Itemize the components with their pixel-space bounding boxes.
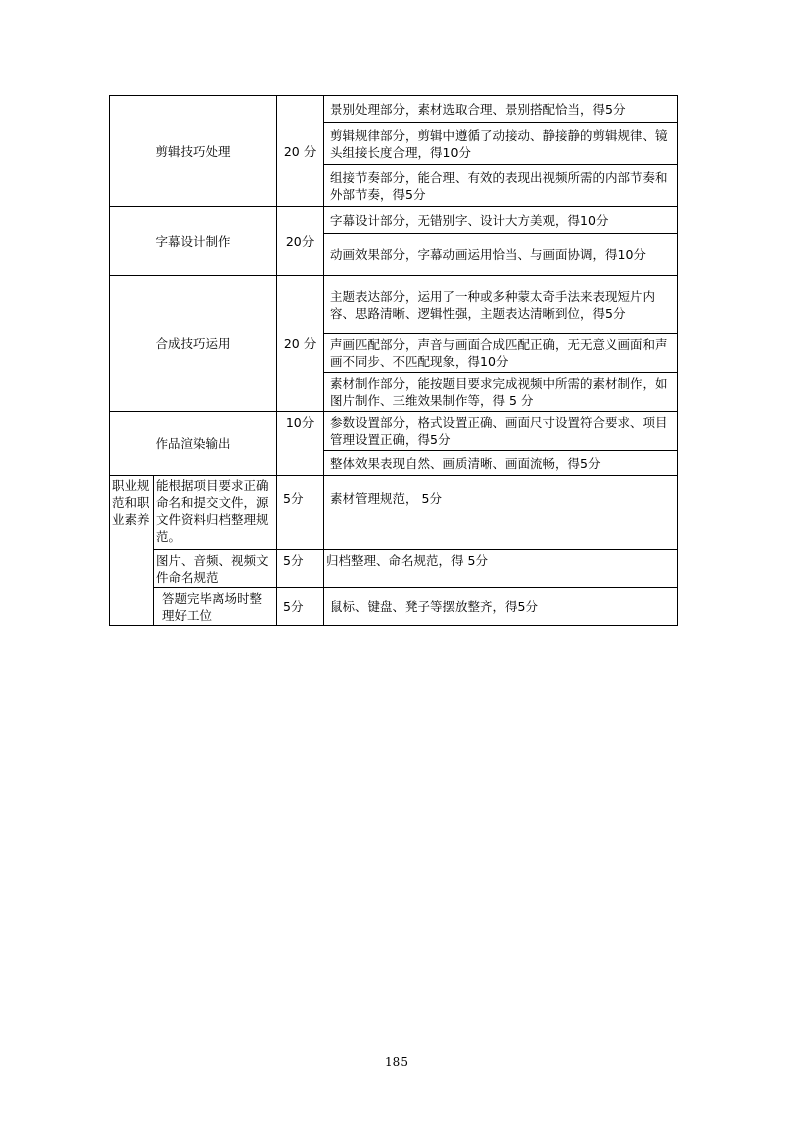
table-row [110,207,678,234]
group-label: 职业规范和职业素养 [110,476,154,626]
scoring-table [109,95,678,626]
item-label: 字幕设计制作 [110,207,277,276]
criteria-cell: 素材制作部分，能按题目要求完成视频中所需的素材制作，如图片制作、三维效果制作等，得 5 分 [324,373,678,412]
item-score: 5分 [277,476,324,550]
criteria-cell: 鼠标、键盘、凳子等摆放整齐，得5分 [324,588,678,626]
table-row [110,412,678,451]
item-label: 图片、音频、视频文件命名规范 [154,550,277,588]
item-label: 能根据项目要求正确命名和提交文件，源文件资料归档整理规范。 [154,476,277,550]
item-label: 答题完毕离场时整理好工位 [154,588,277,626]
criteria-cell: 组接节奏部分，能合理、有效的表现出视频所需的内部节奏和外部节奏，得5分 [324,165,678,207]
item-score: 5分 [277,588,324,626]
item-label: 剪辑技巧处理 [110,96,277,207]
table-row [110,476,678,550]
table-row [110,96,678,123]
table-row [110,588,678,626]
criteria-cell: 归档整理、命名规范，得 5分 [324,550,678,588]
criteria-cell: 素材管理规范， 5分 [324,476,678,550]
criteria-cell: 整体效果表现自然、画质清晰、画面流畅，得5分 [324,451,678,476]
item-label: 作品渲染输出 [110,412,277,476]
page-number: 185 [385,1055,408,1069]
table-row [110,276,678,334]
criteria-cell: 参数设置部分，格式设置正确、画面尺寸设置符合要求、项目管理设置正确，得5分 [324,412,678,451]
criteria-cell: 剪辑规律部分，剪辑中遵循了动接动、静接静的剪辑规律、镜头组接长度合理，得10分 [324,123,678,165]
criteria-cell: 声画匹配部分，声音与画面合成匹配正确，无无意义画面和声画不同步、不匹配现象，得10分 [324,334,678,373]
item-label: 合成技巧运用 [110,276,277,412]
criteria-cell: 字幕设计部分，无错别字、设计大方美观，得10分 [324,207,678,234]
item-score: 20分 [277,207,324,276]
table-row [110,550,678,588]
item-score: 20 分 [277,276,324,412]
item-score: 20 分 [277,96,324,207]
item-score: 5分 [277,550,324,588]
criteria-cell: 主题表达部分，运用了一种或多种蒙太奇手法来表现短片内容、思路清晰、逻辑性强，主题表达清晰到位，得5分 [324,276,678,334]
criteria-cell: 景别处理部分，素材选取合理、景别搭配恰当，得5分 [324,96,678,123]
item-score: 10分 [277,412,324,476]
criteria-cell: 动画效果部分，字幕动画运用恰当、与画面协调，得10分 [324,234,678,276]
